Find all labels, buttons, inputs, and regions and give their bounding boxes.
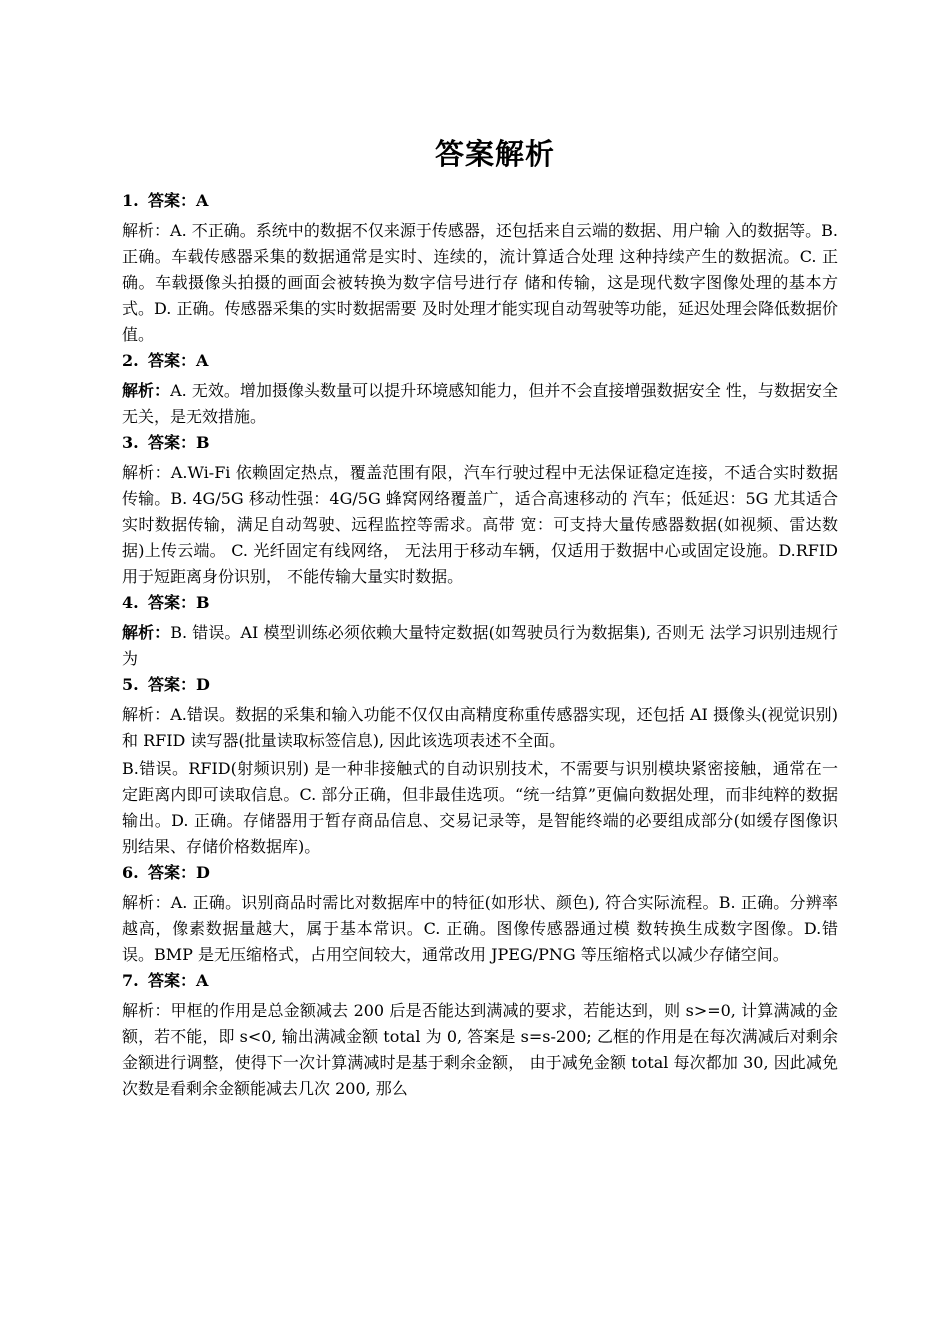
- answer-heading: [122, 674, 838, 696]
- question-block-1: [122, 190, 838, 348]
- explanation-label: 解析：: [122, 623, 171, 642]
- explanation-text: B.错误。RFID(射频识别) 是一种非接触式的自动识别技术，不需要与识别模块紧密接触，通常在一定距离内即可读取信息。C. 部分正确，但非最佳选项。“统一结算”更偏向数据处理，而非纯粹的数据输出。D. 正确。存储器用于暂存商品信息、交易记录等，是智能终端的必要组成部分(如缓存图像识别结果、存储价格数据库)。: [122, 759, 838, 856]
- answer-heading: [122, 190, 838, 212]
- explanation: [122, 890, 838, 968]
- explanation-text: 甲框的作用是总金额减去 200 后是否能达到满减的要求，若能达到，则 s>=0, 计算满减的金额，若不能，即 s<0, 输出满减金额 total 为 0, 答案是 s=s-200; 乙框的作用是在每次满减后对剩余金额进行调整，使得下一次计算满减时是基于剩余金额， 由于减免金额 total 每次都加 30, 因此减免次数是看剩余金额能减去几次 200, 那么: [122, 1001, 838, 1098]
- explanation-continued: [122, 756, 838, 860]
- answer-key: 答案：D: [148, 863, 210, 882]
- question-number: 4.: [122, 593, 139, 612]
- answer-heading: [122, 432, 838, 454]
- question-number: 3.: [122, 433, 139, 452]
- question-block-6: [122, 862, 838, 968]
- explanation-label: 解析：: [122, 1001, 171, 1020]
- question-block-7: [122, 970, 838, 1102]
- explanation-label: 解析：: [122, 705, 171, 724]
- explanation-label: 解析：: [122, 221, 171, 240]
- explanation-text: A.错误。数据的采集和输入功能不仅仅由高精度称重传感器实现，还包括 AI 摄像头(视觉识别) 和 RFID 读写器(批量读取标签信息), 因此该选项表述不全面。: [122, 705, 838, 750]
- answer-heading: [122, 970, 838, 992]
- explanation-text: B. 错误。AI 模型训练必须依赖大量特定数据(如驾驶员行为数据集), 否则无 法学习识别违规行为: [122, 623, 838, 668]
- question-block-5: [122, 674, 838, 860]
- question-block-3: [122, 432, 838, 590]
- question-number: 7.: [122, 971, 139, 990]
- question-block-2: [122, 350, 838, 430]
- answer-key: 答案：A: [148, 191, 209, 210]
- page-title: 答案解析: [434, 137, 555, 171]
- explanation-label: 解析：: [122, 893, 171, 912]
- explanation: [122, 998, 838, 1102]
- answer-key: 答案：A: [148, 971, 209, 990]
- question-number: 5.: [122, 675, 139, 694]
- question-block-4: [122, 592, 838, 672]
- explanation: [122, 218, 838, 348]
- answer-key: 答案：B: [148, 433, 210, 452]
- answer-heading: [122, 350, 838, 372]
- explanation: [122, 620, 838, 672]
- answer-key: 答案：D: [148, 675, 210, 694]
- explanation-text: A. 正确。识别商品时需比对数据库中的特征(如形状、颜色), 符合实际流程。B. 正确。分辨率越高，像素数据量越大，属于基本常识。C. 正确。图像传感器通过模 数转换生成数字图像。D.错误。BMP 是无压缩格式，占用空间较大，通常改用 JPEG/PNG 等压缩格式以减少存储空间。: [122, 893, 838, 964]
- explanation: [122, 460, 838, 590]
- explanation: [122, 702, 838, 754]
- answer-key: 答案：A: [148, 351, 209, 370]
- answer-heading: [122, 862, 838, 884]
- answer-key: 答案：B: [148, 593, 210, 612]
- question-number: 6.: [122, 863, 139, 882]
- explanation-label: 解析：: [122, 381, 171, 400]
- explanation: [122, 378, 838, 430]
- question-number: 1.: [122, 191, 139, 210]
- answer-heading: [122, 592, 838, 614]
- explanation-text: A. 无效。增加摄像头数量可以提升环境感知能力，但并不会直接增强数据安全 性，与数据安全无关，是无效措施。: [122, 381, 838, 426]
- explanation-label: 解析：: [122, 463, 171, 482]
- explanation-text: A.Wi-Fi 依赖固定热点，覆盖范围有限，汽车行驶过程中无法保证稳定连接，不适合实时数据传输。B. 4G/5G 移动性强：4G/5G 蜂窝网络覆盖广，适合高速移动的 汽车；低延迟：5G 尤其适合实时数据传输，满足自动驾驶、远程监控等需求。高带 宽：可支持大量传感器数据(如视频、雷达数据)上传云端。 C. 光纤固定有线网络， 无法用于移动车辆，仅适用于数据中心或固定设施。D.RFID 用于短距离身份识别， 不能传输大量实时数据。: [122, 463, 838, 586]
- question-number: 2.: [122, 351, 139, 370]
- explanation-text: A. 不正确。系统中的数据不仅来源于传感器，还包括来自云端的数据、用户输 入的数据等。B. 正确。车载传感器采集的数据通常是实时、连续的，流计算适合处理 这种持续产生的数据流。C. 正确。车载摄像头拍摄的画面会被转换为数字信号进行存 储和传输，这是现代数字图像处理的基本方式。D. 正确。传感器采集的实时数据需要 及时处理才能实现自动驾驶等功能，延迟处理会降低数据价值。: [122, 221, 838, 344]
